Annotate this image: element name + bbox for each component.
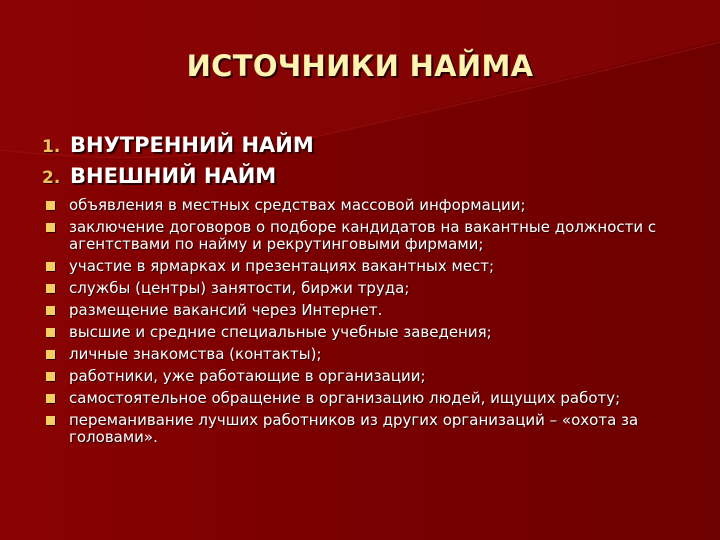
list-item bbox=[46, 258, 666, 275]
list-item bbox=[46, 302, 666, 319]
square-bullet-icon bbox=[46, 416, 55, 425]
list-item bbox=[46, 412, 666, 446]
list-item-text: переманивание лучших работников из других организаций – «охота за головами». bbox=[69, 411, 639, 446]
list-item-text: самостоятельное обращение в организацию людей, ищущих работу; bbox=[69, 389, 621, 407]
list-item-text: личные знакомства (контакты); bbox=[69, 345, 322, 363]
list-item-text: службы (центры) занятости, биржи труда; bbox=[69, 279, 410, 297]
list-item-text: заключение договоров о подборе кандидатов на вакантные должности с агентствами по найму и рекрутинговыми фирмами; bbox=[69, 218, 657, 253]
numbered-list bbox=[42, 133, 314, 195]
list-item bbox=[46, 219, 666, 253]
item-text: ВНЕШНИЙ НАЙМ bbox=[70, 164, 277, 188]
item-text: ВНУТРЕННИЙ НАЙМ bbox=[70, 133, 314, 157]
list-item bbox=[46, 324, 666, 341]
square-bullet-icon bbox=[46, 201, 55, 210]
square-bullet-icon bbox=[46, 223, 55, 232]
bullet-list bbox=[46, 197, 666, 451]
item-number: 1. bbox=[42, 137, 61, 157]
square-bullet-icon bbox=[46, 328, 55, 337]
square-bullet-icon bbox=[46, 350, 55, 359]
square-bullet-icon bbox=[46, 372, 55, 381]
numbered-item-internal-hiring bbox=[42, 133, 314, 164]
slide-title: ИСТОЧНИКИ НАЙМА bbox=[186, 49, 534, 83]
list-item bbox=[46, 390, 666, 407]
list-item bbox=[46, 346, 666, 363]
list-item bbox=[46, 280, 666, 297]
list-item-text: участие в ярмарках и презентациях вакантных мест; bbox=[69, 257, 495, 275]
numbered-item-external-hiring bbox=[42, 164, 314, 195]
square-bullet-icon bbox=[46, 262, 55, 271]
square-bullet-icon bbox=[46, 394, 55, 403]
list-item-text: высшие и средние специальные учебные заведения; bbox=[69, 323, 492, 341]
square-bullet-icon bbox=[46, 284, 55, 293]
item-number: 2. bbox=[42, 168, 61, 188]
square-bullet-icon bbox=[46, 306, 55, 315]
list-item bbox=[46, 197, 666, 214]
list-item-text: размещение вакансий через Интернет. bbox=[69, 301, 383, 319]
list-item-text: работники, уже работающие в организации; bbox=[69, 367, 426, 385]
list-item-text: объявления в местных средствах массовой информации; bbox=[69, 196, 526, 214]
list-item bbox=[46, 368, 666, 385]
